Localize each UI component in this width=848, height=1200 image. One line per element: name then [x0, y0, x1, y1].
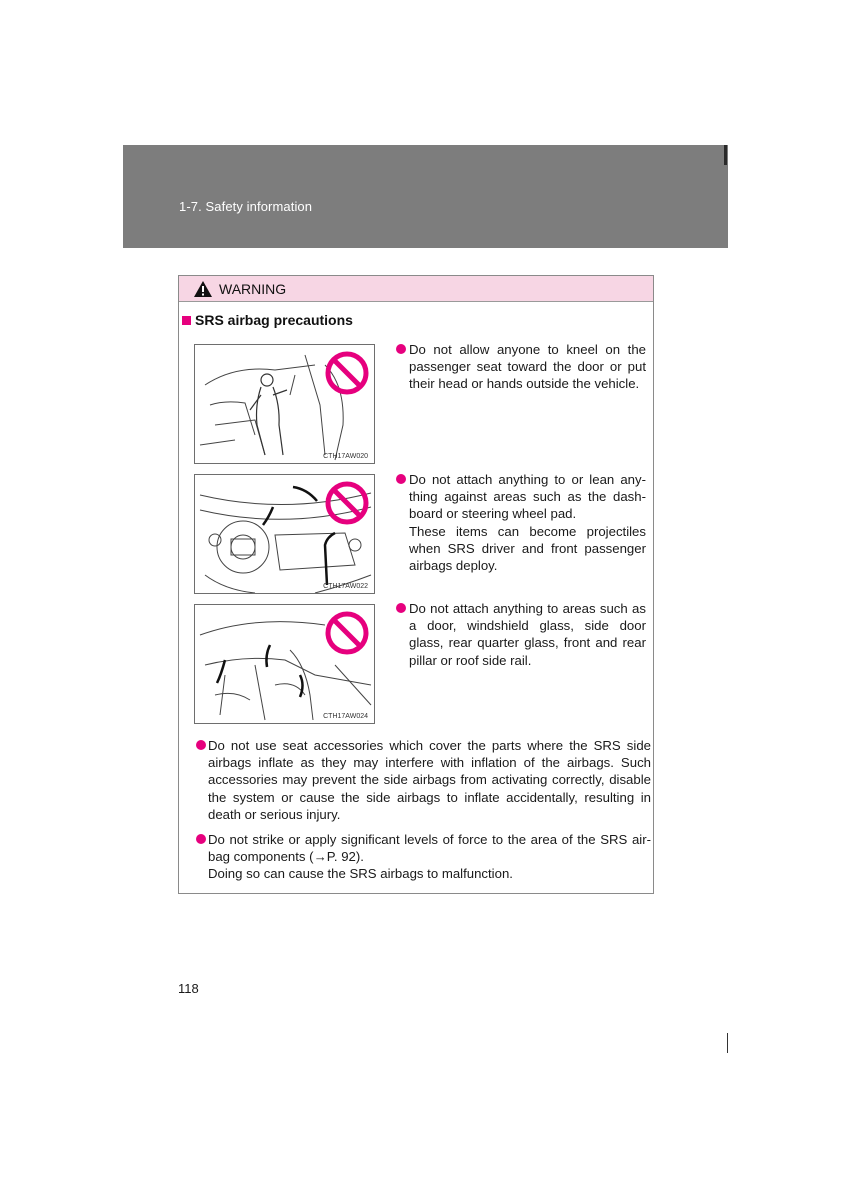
bullet-dot-icon — [396, 344, 406, 354]
illustration-dashboard — [195, 475, 375, 594]
bullet-seat-accessories — [196, 737, 651, 823]
prohibited-icon — [328, 354, 366, 392]
header-tick — [724, 145, 727, 165]
figure-kneel-on-seat — [194, 344, 375, 464]
warning-header — [179, 276, 653, 302]
illustration-kneeling-passenger — [195, 345, 375, 464]
prohibited-icon — [328, 484, 366, 522]
figure-3-description: Do not attach anything to areas such as a door, windshield glass, side door glass, rear quarter glass, front and rear pillar or roof side rail. — [409, 601, 646, 668]
bullet-strike-force-line — [208, 831, 651, 865]
bullet-dot-icon — [396, 603, 406, 613]
prohibited-icon — [328, 614, 366, 652]
figure-code: CTH17AW024 — [323, 713, 368, 720]
bullet-dot-icon — [396, 474, 406, 484]
bullet-strike-force — [196, 831, 651, 883]
subheading — [182, 312, 353, 328]
arrow-ref-icon: → — [313, 849, 327, 865]
thumb-rule — [727, 1033, 728, 1053]
figure-1-text — [396, 341, 646, 393]
bullet-strike-force-note: Doing so can cause the SRS airbags to malfunction. — [208, 866, 513, 882]
page-reference: P. 92). — [326, 849, 364, 865]
figure-code: CTH17AW022 — [323, 583, 368, 590]
bullet-dot-icon — [196, 740, 206, 750]
figure-3-text — [396, 600, 646, 669]
figure-code: CTH17AW020 — [323, 453, 368, 460]
section-title: 1-7. Safety information — [179, 199, 313, 214]
bullet-strike-force-text: Do not strike or apply significant levels of force to the area of the SRS air-bag components ( — [208, 832, 651, 865]
illustration-cabin-side — [195, 605, 375, 724]
figure-2-note: These items can become projectiles when SRS driver and front passenger airbags deploy. — [409, 523, 646, 574]
figure-2-text — [396, 471, 646, 574]
bullet-dot-icon — [196, 834, 206, 844]
bullet-seat-accessories-text: Do not use seat accessories which cover the parts where the SRS side airbags inflate as they may interfere with inflation of the airbags. Such accessories may prevent the side airbags from activating correctly, disable the system or cause the side airbags to inflate accidentally, resulting in death or serious injury. — [208, 738, 651, 822]
page-number: 118 — [178, 981, 199, 996]
figure-2-description: Do not attach anything to or lean any-thing against areas such as the dash-board or steering wheel pad. — [409, 472, 646, 522]
warning-triangle-icon — [193, 280, 213, 298]
warning-box — [178, 275, 654, 894]
figure-dashboard — [194, 474, 375, 594]
figure-1-description: Do not allow anyone to kneel on the passenger seat toward the door or put their head or hands outside the vehicle. — [409, 342, 646, 392]
subheading-text: SRS airbag precautions — [195, 312, 353, 328]
figure-pillar-rail — [194, 604, 375, 724]
header-band — [123, 145, 728, 248]
square-bullet-icon — [182, 316, 191, 325]
warning-label: WARNING — [219, 280, 287, 297]
